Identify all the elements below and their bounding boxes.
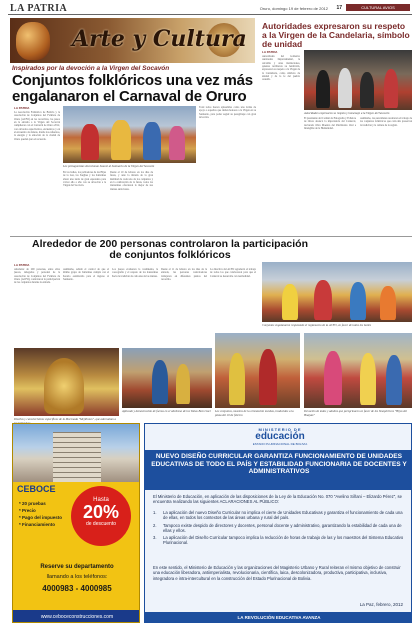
story3-photo-4 — [215, 333, 300, 408]
dancer-figure — [81, 124, 99, 160]
ceboce-ad[interactable] — [12, 423, 140, 623]
story1-column-4: Total todos fueron aplaudidos como una forma de apoyo a aquellos que rinden honores a la Virgen en su Santuario, para poder seguir su peregrinaje con gran devoción. — [199, 106, 256, 120]
story3-rule — [10, 236, 412, 237]
ministry-logo-block — [205, 427, 355, 447]
dancer-figure — [229, 353, 245, 405]
story2-headline: Autoridades expresaron su respeto a la Virgen de la Candelaria, símbolo de unidad — [262, 21, 410, 50]
story1-byline: LA PATRIA — [14, 106, 30, 110]
phone-label: llamando a los teléfonos: — [46, 574, 108, 580]
dancer-figure — [380, 286, 396, 320]
newspaper-logo: LA PATRIA — [10, 3, 68, 14]
dancer-figure — [324, 351, 342, 405]
ministry-list — [153, 510, 405, 546]
ministry-headline: NUEVO DISEÑO CURRICULAR GARANTIZA FUNCIONAMIENTO DE UNIDADES EDUCATIVAS DE TODO EL PAÍS Y ESTABILIDAD FUNCIONARIA DE DOCENTES Y ADMINISTRATIVOS — [145, 450, 412, 490]
promo-item: * Precio — [19, 508, 36, 513]
item-number: 1. — [153, 510, 157, 515]
badge-line2: de descuento — [85, 521, 117, 527]
dancer-figure — [360, 353, 376, 405]
athlete-figure — [176, 364, 190, 404]
story3-byline: LA PATRIA — [14, 263, 30, 267]
story1-photo — [63, 106, 196, 163]
ministry-footer: LA REVOLUCIÓN EDUCATIVA AVANZA — [145, 612, 412, 623]
dancer-figure — [282, 284, 298, 320]
masthead-rule — [8, 14, 412, 15]
ceboce-brand: CEBOCE — [17, 484, 56, 494]
story3-photo-1 — [14, 348, 119, 416]
promo-list — [19, 500, 73, 528]
ministry-intro: El Ministerio de Educación, en aplicación de las disposiciones de la Ley de la Educación No. 070 "Avelino Siñani – Elizardo Pérez", se encuentra realizando las siguientes ACLARACIONES AL PÚBLICO: — [153, 494, 402, 505]
story1-headline: Conjuntos folklóricos una vez más engalanaron el Carnaval de Oruro — [12, 72, 253, 105]
story2-byline: LA PATRIA — [262, 50, 278, 54]
ministry-line1: MINISTERIO DE — [258, 427, 302, 432]
building-shape — [53, 432, 101, 482]
story3-caption-1: Diseños y características específicas de la Morenada "Mejillones", que adornaban a — [14, 417, 116, 421]
story1-column-1: La Asociación Folklórica de Bolivia y la Asociación de Conjuntos del Folklore de Oruro (ACFO) en los recorridos, los pasos en la entrada a la Virgen del Socavón cumplieron con el Carnaval de Oruro 2012, con elevados espectáculos, encuentros y en el encuentro de danzas, dónde los esfuerzos, la energía y la emoción de la ciudad de Oruro quedan para el recuerdo. — [14, 111, 60, 141]
story1-kicker: Inspirados por la devoción a la Virgen del Socavón — [12, 65, 170, 72]
ministry-ad — [144, 423, 412, 623]
story3-caption-5: Devoción de todos y adultos que peregrinaron en favor de los Sinopórticos "Hijos del Huajate" — [304, 409, 407, 417]
story3-column-3: Los jueces evaluaron la vestimenta, la coreografía y el respeto de los danzarines hacia la tradición de cada una de las danzas. — [112, 268, 158, 278]
banner-title: Arte y Cultura — [72, 26, 247, 52]
ministry-item — [153, 510, 405, 521]
story3-caption-4: Los conjuntos, muestra de la orientación mestiza, traducidos a la plaza del 10 de febrero — [215, 409, 294, 417]
ministry-closing: En este sentido, el Ministerio de Educación y las organizaciones del Magisterio Urbano y Rural reiteran el mismo objetivo de construir una educación liberadora, antiimperialista, revolucionaria, científica, laica, descolonizadora, productiva, participativa, inclusiva, integradora e intra-intercultural en la construcción del Estado Plurinacional de Bolivia. — [153, 565, 401, 581]
story1-column-2: En los bailes, los pobladores de las Hijas de la Luz, los Sarghes y los bailarines abren una tarde de gran esperanza para volver año a año con su devoción a la Virgen del Socavón. — [63, 171, 106, 188]
item-text: La aplicación del nuevo Diseño Curricular no implica el cierre de Unidades Educativas y garantiza el funcionamiento de cada una de ellas, en todos los contextos de las áreas urbana y rural del país. — [163, 510, 403, 521]
promo-item: * Financiamiento — [19, 522, 56, 527]
phone-numbers[interactable]: 4000983 - 4000985 — [42, 584, 112, 593]
dancer-figure — [169, 126, 185, 160]
dancer-figure — [386, 355, 402, 405]
story2-column-2: El presidente del Comité de Etnografía y Folklore de Oruro destacó la importancia del Carnaval, declarado Obra Maestra del Patrimonio Oral e Intangible de la Humanidad. — [304, 117, 356, 131]
story3-photo-right — [262, 262, 412, 322]
story2-column-1: Autoridades del Gobierno Autónomo Departamental, la Alcaldía y otras instituciones, quienes recibieron su bendición, expresaron su respeto a la Virgen de la Candelaria, como símbolo de unidad y de la fe del pueblo orureño. — [262, 55, 300, 82]
section-tag: CULTURAL AVIOS — [346, 4, 410, 11]
dancer-figure — [259, 349, 277, 405]
person-figure — [338, 68, 352, 108]
page-number: 17 — [336, 5, 342, 11]
promo-item: * 20 pruebas — [19, 501, 46, 506]
costume-figure — [44, 358, 84, 414]
dancer-figure — [314, 280, 332, 320]
story3-photo-3 — [122, 348, 212, 408]
story3-column-2: Asimismo, señaló el control de que el último grupo de bailarines cumpla con el horario establecido para el ingreso al Santuario. — [63, 268, 109, 282]
badge-percent: 20% — [82, 502, 120, 522]
dancer-figure — [350, 282, 366, 320]
athlete-figure — [152, 360, 168, 404]
story2-column-3: Asimismo, las autoridades resaltaron el trabajo de los conjuntos folklóricos que cada año preservan la tradición y la cultura de la región. — [360, 117, 412, 127]
story1-column-3: Desde el 10 de febrero en los días de fiesta, y ante la mirada de la gran multitud de cada uno de los conjuntos y en la celebración de la fiesta, todos los danzarines ofrecieron lo mejor de sus danzas autóctonas. — [110, 171, 153, 191]
item-number: 2. — [153, 522, 157, 528]
ceboce-building-photo — [13, 424, 140, 482]
item-text: La aplicación del Diseño Curricular tampoco implica la reducción de horas de trabajo de las y los maestros del Sistema Educativo Plurinacional. — [163, 535, 404, 546]
story2-photo — [304, 50, 412, 110]
website-link[interactable]: www.ceboceconstrucciones.com — [13, 610, 140, 623]
story3-column-4: Desde el 11 de febrero en los días de la entrada, las personas controladoras trabajaron en diferentes puntos del recorrido. — [161, 268, 207, 282]
item-text: Tampoco existe despido de directores y docentes, personal docente y administrativo, garantizando la estabilidad de cada una de ellas y ellos. — [163, 522, 402, 533]
banner-mask-art — [16, 22, 50, 60]
story3-caption-2: Conjuntos engalanaron respetando el reglamento de la ACFO, en favor de todos los bailes — [262, 323, 372, 327]
story2-caption: Autoridades expresaron su respeto y homenaje a la Virgen del Socavón — [304, 111, 390, 115]
promo-item: * Pago del impuesto — [19, 515, 63, 520]
reserve-text: Reserve su departamento — [40, 564, 114, 570]
section-banner — [10, 18, 255, 63]
story3-headline: Alrededor de 200 personas controlaron la participación de conjuntos folklóricos — [32, 238, 308, 261]
badge-line1: Hasta — [93, 497, 109, 503]
person-figure — [316, 70, 330, 108]
ministry-signoff: La Paz, febrero, 2012 — [359, 602, 403, 607]
person-figure — [384, 69, 398, 108]
ministry-sub: ESTADO PLURINACIONAL DE BOLIVIA — [252, 442, 308, 446]
story3-photo-5 — [304, 333, 412, 408]
story3-caption-3: Aplicado y demostración de fuerza en el atletismo de los Tobas Benn Soel — [122, 409, 211, 413]
story1-caption: Los protagonistas devocionan Saucal al Santuario de la Virgen del Socavón — [63, 164, 155, 168]
story3-column-5: La directiva del ACFO agradeció el trabajo de todos los que colaboraron para que el Carnaval se desarrolle con normalidad. — [210, 268, 256, 278]
story3-column-1: Alrededor de 200 personas, entre ellos jueces, delegados y personal de la Asociación de Conjuntos del Folklore de Oruro (ACFO), controlaron la participación de los conjuntos durante la entrada. — [14, 268, 60, 285]
dancer-figure — [111, 120, 131, 160]
ministry-line2: educación — [255, 431, 305, 442]
dateline: Oruro, domingo 19 de febrero de 2012 — [259, 6, 328, 11]
ministry-item — [153, 535, 405, 546]
discount-badge — [71, 486, 131, 546]
person-figure — [360, 72, 374, 108]
ministry-item — [153, 523, 405, 534]
dancer-figure — [143, 122, 161, 160]
item-number: 3. — [153, 535, 157, 541]
